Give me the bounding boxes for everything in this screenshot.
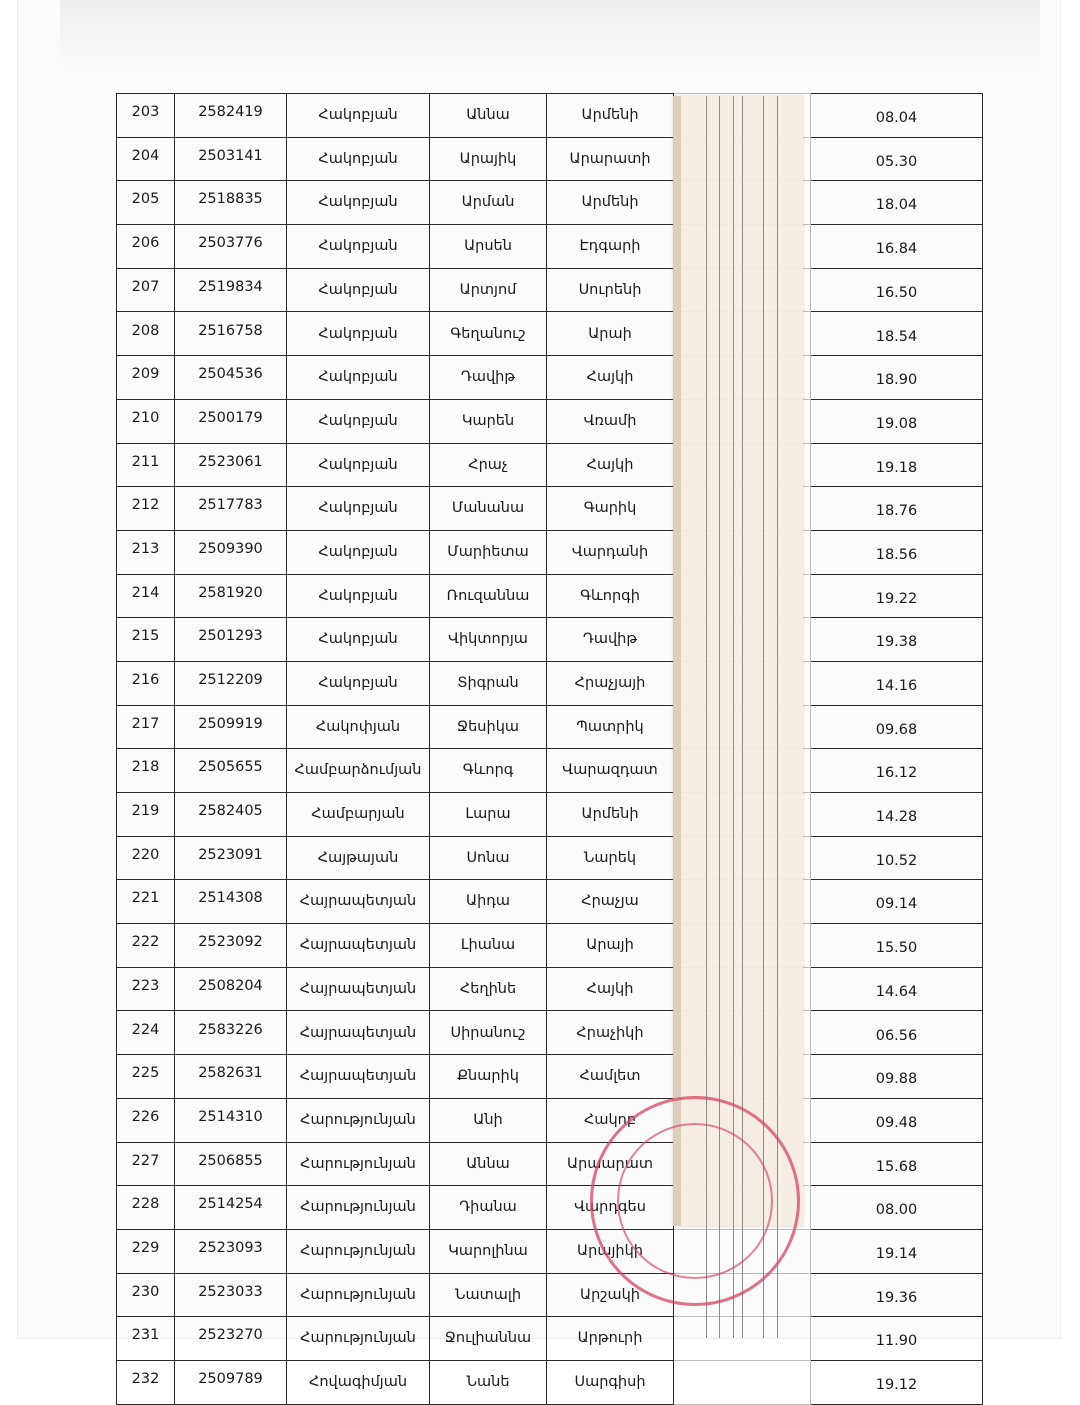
surname-cell: Հակոբյան <box>287 268 430 312</box>
surname-cell: Հակոբյան <box>287 661 430 705</box>
table-row <box>117 661 983 705</box>
first-name-cell: Սիրանուշ <box>430 1011 547 1055</box>
applicant-id-cell: 2508204 <box>175 967 287 1011</box>
row-number-cell: 231 <box>117 1317 175 1361</box>
applicant-id-cell: 2512209 <box>175 661 287 705</box>
score-cell: 15.50 <box>811 924 983 968</box>
first-name-cell: Սոնա <box>430 836 547 880</box>
applicant-id-cell: 2514254 <box>175 1186 287 1230</box>
first-name-cell: Արման <box>430 181 547 225</box>
score-cell: 18.90 <box>811 356 983 400</box>
row-number-cell: 213 <box>117 530 175 574</box>
table-row <box>117 268 983 312</box>
patronymic-cell: Էդգարի <box>547 225 674 269</box>
surname-cell: Հակոբյան <box>287 94 430 138</box>
surname-cell: Հակոբյան <box>287 181 430 225</box>
applicant-id-cell: 2582419 <box>175 94 287 138</box>
first-name-cell: Դիանա <box>430 1186 547 1230</box>
applicant-id-cell: 2583226 <box>175 1011 287 1055</box>
score-cell: 18.56 <box>811 530 983 574</box>
row-number-cell: 215 <box>117 618 175 662</box>
surname-cell: Հարությունյան <box>287 1273 430 1317</box>
patronymic-cell: Արշակի <box>547 1273 674 1317</box>
table-row <box>117 1011 983 1055</box>
row-number-cell: 212 <box>117 487 175 531</box>
patronymic-cell: Արմենի <box>547 94 674 138</box>
row-number-cell: 226 <box>117 1098 175 1142</box>
surname-cell: Հակոբյան <box>287 225 430 269</box>
first-name-cell: Կարոլինա <box>430 1229 547 1273</box>
score-cell: 15.68 <box>811 1142 983 1186</box>
row-number-cell: 208 <box>117 312 175 356</box>
table-row <box>117 399 983 443</box>
row-number-cell: 221 <box>117 880 175 924</box>
patronymic-cell: Հայկի <box>547 443 674 487</box>
first-name-cell: Վիկտորյա <box>430 618 547 662</box>
first-name-cell: Հեղինե <box>430 967 547 1011</box>
applicant-id-cell: 2523270 <box>175 1317 287 1361</box>
surname-cell: Հարությունյան <box>287 1142 430 1186</box>
row-number-cell: 205 <box>117 181 175 225</box>
first-name-cell: Լիանա <box>430 924 547 968</box>
surname-cell: Հարությունյան <box>287 1098 430 1142</box>
row-number-cell: 217 <box>117 705 175 749</box>
table-row <box>117 967 983 1011</box>
patronymic-cell: Նարեկ <box>547 836 674 880</box>
tape-strip <box>673 96 803 1226</box>
tape-edge <box>673 96 681 1226</box>
surname-cell: Հովագիմյան <box>287 1360 430 1404</box>
score-cell: 19.22 <box>811 574 983 618</box>
applicant-id-cell: 2514310 <box>175 1098 287 1142</box>
first-name-cell: Աննա <box>430 94 547 138</box>
first-name-cell: Գևորգ <box>430 749 547 793</box>
patronymic-cell: Արմենի <box>547 793 674 837</box>
applicant-id-cell: 2506855 <box>175 1142 287 1186</box>
row-number-cell: 216 <box>117 661 175 705</box>
surname-cell: Հակոբյան <box>287 618 430 662</box>
applicant-id-cell: 2523093 <box>175 1229 287 1273</box>
first-name-cell: Արտյոմ <box>430 268 547 312</box>
first-name-cell: Հրաչ <box>430 443 547 487</box>
applicant-id-cell: 2509789 <box>175 1360 287 1404</box>
patronymic-cell: Վարազդատ <box>547 749 674 793</box>
surname-cell: Հայրապետյան <box>287 1011 430 1055</box>
row-number-cell: 209 <box>117 356 175 400</box>
table-row <box>117 1055 983 1099</box>
row-number-cell: 232 <box>117 1360 175 1404</box>
table-row <box>117 705 983 749</box>
patronymic-cell: Սարգիսի <box>547 1360 674 1404</box>
row-number-cell: 230 <box>117 1273 175 1317</box>
applicant-id-cell: 2509919 <box>175 705 287 749</box>
row-number-cell: 224 <box>117 1011 175 1055</box>
row-number-cell: 206 <box>117 225 175 269</box>
applicant-id-cell: 2519834 <box>175 268 287 312</box>
score-cell: 09.48 <box>811 1098 983 1142</box>
patronymic-cell: Հրաչյայի <box>547 661 674 705</box>
applicant-id-cell: 2500179 <box>175 399 287 443</box>
patronymic-cell: Համլետ <box>547 1055 674 1099</box>
applicant-id-cell: 2501293 <box>175 618 287 662</box>
score-cell: 19.14 <box>811 1229 983 1273</box>
first-name-cell: Նատալի <box>430 1273 547 1317</box>
table-row <box>117 443 983 487</box>
applicant-id-cell: 2523061 <box>175 443 287 487</box>
surname-cell: Հայթայան <box>287 836 430 880</box>
patronymic-cell: Հայկի <box>547 356 674 400</box>
first-name-cell: Նանե <box>430 1360 547 1404</box>
applicant-id-cell: 2581920 <box>175 574 287 618</box>
row-number-cell: 225 <box>117 1055 175 1099</box>
surname-cell: Հարությունյան <box>287 1317 430 1361</box>
score-cell: 19.18 <box>811 443 983 487</box>
surname-cell: Հակոբյան <box>287 137 430 181</box>
surname-cell: Հակոբյան <box>287 530 430 574</box>
row-number-cell: 214 <box>117 574 175 618</box>
score-cell: 08.04 <box>811 94 983 138</box>
surname-cell: Հարությունյան <box>287 1186 430 1230</box>
row-number-cell: 203 <box>117 94 175 138</box>
first-name-cell: Աննա <box>430 1142 547 1186</box>
applicant-id-cell: 2582631 <box>175 1055 287 1099</box>
patronymic-cell: Արթուրի <box>547 1317 674 1361</box>
row-number-cell: 227 <box>117 1142 175 1186</box>
first-name-cell: Քնարիկ <box>430 1055 547 1099</box>
patronymic-cell: Սուրենի <box>547 268 674 312</box>
first-name-cell: Կարեն <box>430 399 547 443</box>
applicant-id-cell: 2505655 <box>175 749 287 793</box>
score-cell: 11.90 <box>811 1317 983 1361</box>
score-cell: 18.76 <box>811 487 983 531</box>
patronymic-cell: Գևորգի <box>547 574 674 618</box>
patronymic-cell: Վարդանի <box>547 530 674 574</box>
table-row <box>117 793 983 837</box>
patronymic-cell: Արաի <box>547 312 674 356</box>
score-cell: 18.04 <box>811 181 983 225</box>
score-cell: 16.84 <box>811 225 983 269</box>
candidates-table <box>116 93 983 1405</box>
applicant-id-cell: 2504536 <box>175 356 287 400</box>
patronymic-cell: Հրաչիկի <box>547 1011 674 1055</box>
score-cell: 09.68 <box>811 705 983 749</box>
table-row <box>117 181 983 225</box>
first-name-cell: Արսեն <box>430 225 547 269</box>
table-row <box>117 880 983 924</box>
table-row <box>117 225 983 269</box>
first-name-cell: Անի <box>430 1098 547 1142</box>
first-name-cell: Մարիետա <box>430 530 547 574</box>
patronymic-cell: Վռամի <box>547 399 674 443</box>
score-cell: 16.50 <box>811 268 983 312</box>
row-number-cell: 229 <box>117 1229 175 1273</box>
surname-cell: Հայրապետյան <box>287 924 430 968</box>
first-name-cell: Գեղանուշ <box>430 312 547 356</box>
score-cell: 19.38 <box>811 618 983 662</box>
table-row <box>117 924 983 968</box>
first-name-cell: Մանանա <box>430 487 547 531</box>
applicant-id-cell: 2516758 <box>175 312 287 356</box>
table-row <box>117 137 983 181</box>
scan-shadow <box>60 0 1040 70</box>
score-cell: 09.14 <box>811 880 983 924</box>
patronymic-cell: Արաարատ <box>547 1142 674 1186</box>
table-row <box>117 1098 983 1142</box>
first-name-cell: Աիդա <box>430 880 547 924</box>
applicant-id-cell: 2503141 <box>175 137 287 181</box>
first-name-cell: Ռուզաննա <box>430 574 547 618</box>
surname-cell: Հակոփյան <box>287 705 430 749</box>
first-name-cell: Արայիկ <box>430 137 547 181</box>
score-cell: 08.00 <box>811 1186 983 1230</box>
surname-cell: Համբարյան <box>287 793 430 837</box>
surname-cell: Հակոբյան <box>287 356 430 400</box>
table-row <box>117 1273 983 1317</box>
table-row <box>117 1229 983 1273</box>
applicant-id-cell: 2503776 <box>175 225 287 269</box>
applicant-id-cell: 2582405 <box>175 793 287 837</box>
patronymic-cell: Արարատի <box>547 137 674 181</box>
first-name-cell: Լարա <box>430 793 547 837</box>
table-row <box>117 574 983 618</box>
row-number-cell: 219 <box>117 793 175 837</box>
score-cell: 18.54 <box>811 312 983 356</box>
patronymic-cell: Դավիթ <box>547 618 674 662</box>
score-cell: 09.88 <box>811 1055 983 1099</box>
first-name-cell: Ջուլիաննա <box>430 1317 547 1361</box>
surname-cell: Հայրապետյան <box>287 967 430 1011</box>
applicant-id-cell: 2518835 <box>175 181 287 225</box>
score-cell: 14.64 <box>811 967 983 1011</box>
table-row <box>117 1360 983 1404</box>
table-row <box>117 530 983 574</box>
first-name-cell: Տիգրան <box>430 661 547 705</box>
score-cell: 19.12 <box>811 1360 983 1404</box>
patronymic-cell: Վարդգես <box>547 1186 674 1230</box>
score-cell: 19.08 <box>811 399 983 443</box>
patronymic-cell: Արմենի <box>547 181 674 225</box>
row-number-cell: 220 <box>117 836 175 880</box>
patronymic-cell: Արայիկի <box>547 1229 674 1273</box>
table-row <box>117 356 983 400</box>
table-row <box>117 749 983 793</box>
applicant-id-cell: 2523092 <box>175 924 287 968</box>
table-row <box>117 312 983 356</box>
score-cell: 16.12 <box>811 749 983 793</box>
table-row <box>117 836 983 880</box>
score-cell: 05.30 <box>811 137 983 181</box>
score-cell: 10.52 <box>811 836 983 880</box>
surname-cell: Հայրապետյան <box>287 1055 430 1099</box>
surname-cell: Հայրապետյան <box>287 880 430 924</box>
surname-cell: Հակոբյան <box>287 399 430 443</box>
applicant-id-cell: 2517783 <box>175 487 287 531</box>
patronymic-cell: Պատրիկ <box>547 705 674 749</box>
patronymic-cell: Գարիկ <box>547 487 674 531</box>
official-stamp <box>590 1096 800 1306</box>
table-row <box>117 487 983 531</box>
surname-cell: Հակոբյան <box>287 487 430 531</box>
surname-cell: Հակոբյան <box>287 312 430 356</box>
score-cell: 14.28 <box>811 793 983 837</box>
row-number-cell: 218 <box>117 749 175 793</box>
first-name-cell: Ջեսիկա <box>430 705 547 749</box>
hidden-column-cell <box>674 1360 811 1404</box>
score-cell: 06.56 <box>811 1011 983 1055</box>
row-number-cell: 204 <box>117 137 175 181</box>
surname-cell: Համբարձումյան <box>287 749 430 793</box>
table-row <box>117 1317 983 1361</box>
patronymic-cell: Հայկի <box>547 967 674 1011</box>
score-cell: 19.36 <box>811 1273 983 1317</box>
applicant-id-cell: 2523033 <box>175 1273 287 1317</box>
patronymic-cell: Հակոբ <box>547 1098 674 1142</box>
score-cell: 14.16 <box>811 661 983 705</box>
surname-cell: Հարությունյան <box>287 1229 430 1273</box>
table-row <box>117 618 983 662</box>
row-number-cell: 223 <box>117 967 175 1011</box>
row-number-cell: 210 <box>117 399 175 443</box>
first-name-cell: Դավիթ <box>430 356 547 400</box>
surname-cell: Հակոբյան <box>287 443 430 487</box>
row-number-cell: 211 <box>117 443 175 487</box>
row-number-cell: 207 <box>117 268 175 312</box>
table-row <box>117 1142 983 1186</box>
table-row <box>117 94 983 138</box>
official-stamp-inner-ring <box>617 1123 773 1279</box>
surname-cell: Հակոբյան <box>287 574 430 618</box>
table-row <box>117 1186 983 1230</box>
row-number-cell: 228 <box>117 1186 175 1230</box>
applicant-id-cell: 2509390 <box>175 530 287 574</box>
row-number-cell: 222 <box>117 924 175 968</box>
applicant-id-cell: 2523091 <box>175 836 287 880</box>
applicant-id-cell: 2514308 <box>175 880 287 924</box>
patronymic-cell: Արայի <box>547 924 674 968</box>
patronymic-cell: Հրաչյա <box>547 880 674 924</box>
